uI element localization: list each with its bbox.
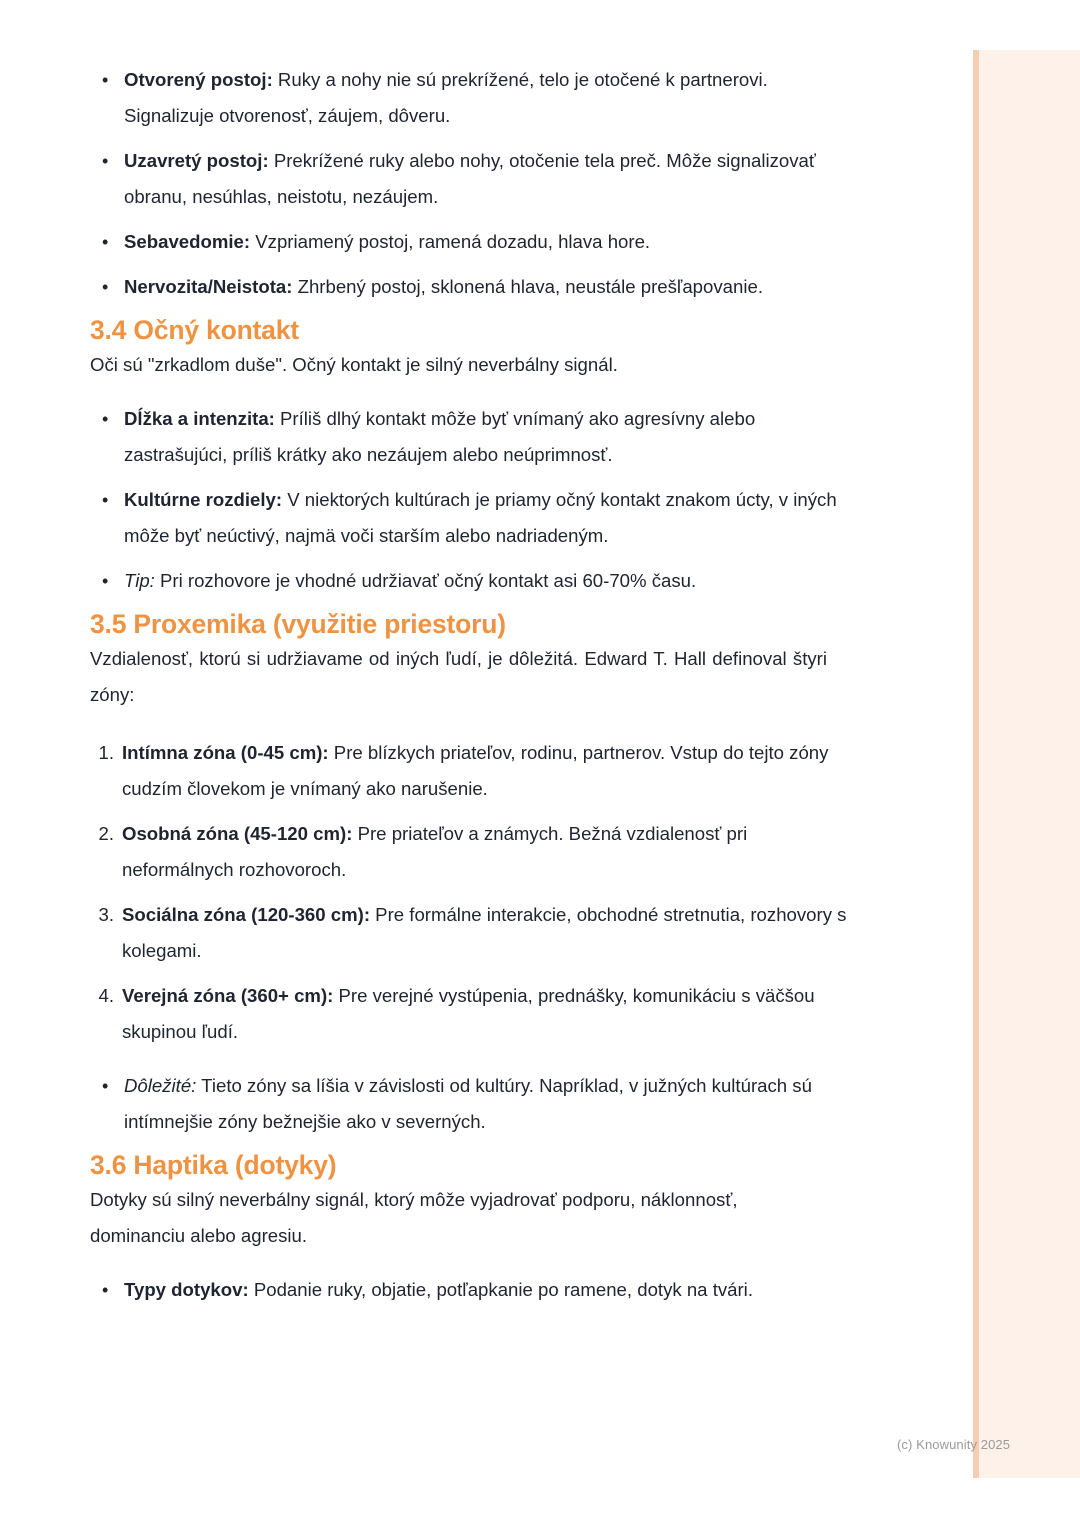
list-item-lead-italic: Tip: xyxy=(124,570,155,592)
section-heading-3-6: 3.6 Haptika (dotyky) xyxy=(90,1150,337,1181)
list-item-text: Tieto zóny sa líšia v závislosti od kultúry. Napríklad, v južných kultúrach sú intímnejšie zóny bežnejšie ako v severných. xyxy=(124,1075,812,1133)
section-3-6-intro-paragraph: Dotyky sú silný neverbálny signál, ktorý môže vyjadrovať podporu, náklonnosť, dominanciu alebo agresiu. xyxy=(90,1189,738,1247)
list-item-text: Vzpriamený postoj, ramená dozadu, hlava hore. xyxy=(250,231,651,252)
section-heading-3-4: 3.4 Očný kontakt xyxy=(90,315,299,345)
copyright-watermark: (c) Knowunity 2025 xyxy=(897,1437,1011,1452)
list-item-text: Prekrížené ruky alebo nohy, otočenie tela preč. Môže signalizovať obranu, nesúhlas, neistotu, nezáujem. xyxy=(124,150,816,207)
list-item-text: Podanie ruky, objatie, potľapkanie po ramene, dotyk na tvári. xyxy=(248,1279,753,1301)
haptics-bullet-list xyxy=(90,1272,850,1308)
list-item-lead: Sociálna zóna (120-360 cm): xyxy=(122,904,371,926)
list-item-lead: Intímna zóna (0-45 cm): xyxy=(122,742,329,764)
list-item-text: Pre verejné vystúpenia, prednášky, komunikáciu s väčšou skupinou ľudí. xyxy=(122,985,815,1043)
list-item-text: V niektorých kultúrach je priamy očný kontakt znakom úcty, v iných môže byť neúctivý, najmä voči starším alebo nadriadeným. xyxy=(124,489,837,547)
list-item-lead: Osobná zóna (45-120 cm): xyxy=(122,823,353,845)
list-item-text: Pre blízkych priateľov, rodinu, partnerov. Vstup do tejto zóny cudzím človekom je vnímaný ako narušenie. xyxy=(122,742,829,800)
list-item-lead: Dĺžka a intenzita: xyxy=(124,408,275,430)
list-item-lead: Typy dotykov: xyxy=(124,1279,249,1301)
list-item-lead: Sebavedomie: xyxy=(124,231,251,252)
list-item-lead: Nervozita/Neistota: xyxy=(124,276,293,297)
decorative-side-panel xyxy=(973,50,1080,1478)
list-item xyxy=(90,978,850,1050)
section-heading-3-5: 3.5 Proxemika (využitie priestoru) xyxy=(90,609,506,640)
list-item xyxy=(90,269,850,305)
decorative-side-panel-accent-line xyxy=(973,50,979,1478)
list-item-lead: Otvorený postoj: xyxy=(124,69,273,90)
eye-contact-bullet-list xyxy=(90,401,850,599)
list-item-lead: Verejná zóna (360+ cm): xyxy=(122,985,334,1007)
section-3-5-intro-paragraph: Vzdialenosť, ktorú si udržiavame od iných ľudí, je dôležitá. Edward T. Hall definoval štyri zóny: xyxy=(90,648,827,706)
list-item-text: Pri rozhovore je vhodné udržiavať očný kontakt asi 60-70% času. xyxy=(154,570,697,592)
list-item xyxy=(90,735,850,807)
list-item xyxy=(90,143,850,215)
list-item-tip xyxy=(90,563,850,599)
proxemics-note-list xyxy=(90,1068,850,1140)
list-item-text: Ruky a nohy nie sú prekrížené, telo je otočené k partnerovi. Signalizuje otvorenosť, záujem, dôveru. xyxy=(124,69,768,126)
list-item xyxy=(90,224,850,260)
list-item-lead: Kultúrne rozdiely: xyxy=(124,489,283,511)
list-item xyxy=(90,897,850,969)
proxemics-zones-numbered-list xyxy=(90,735,850,1050)
list-item-text: Pre formálne interakcie, obchodné stretnutia, rozhovory s kolegami. xyxy=(122,904,847,962)
list-item-lead-italic: Dôležité: xyxy=(124,1075,197,1097)
list-item xyxy=(90,482,850,554)
list-item xyxy=(90,62,850,134)
list-item xyxy=(90,1272,850,1308)
section-3-4-intro-paragraph: Oči sú "zrkadlom duše". Očný kontakt je silný neverbálny signál. xyxy=(90,354,618,376)
list-item xyxy=(90,816,850,888)
list-item-lead: Uzavretý postoj: xyxy=(124,150,269,171)
body-language-bullet-list xyxy=(90,62,850,305)
list-item-text: Príliš dlhý kontakt môže byť vnímaný ako agresívny alebo zastrašujúci, príliš krátky ako nezáujem alebo neúprimnosť. xyxy=(124,408,756,466)
list-item-text: Pre priateľov a známych. Bežná vzdialenosť pri neformálnych rozhovoroch. xyxy=(122,823,748,881)
list-item-note xyxy=(90,1068,850,1140)
list-item-text: Zhrbený postoj, sklonená hlava, neustále prešľapovanie. xyxy=(292,276,763,297)
list-item xyxy=(90,401,850,473)
